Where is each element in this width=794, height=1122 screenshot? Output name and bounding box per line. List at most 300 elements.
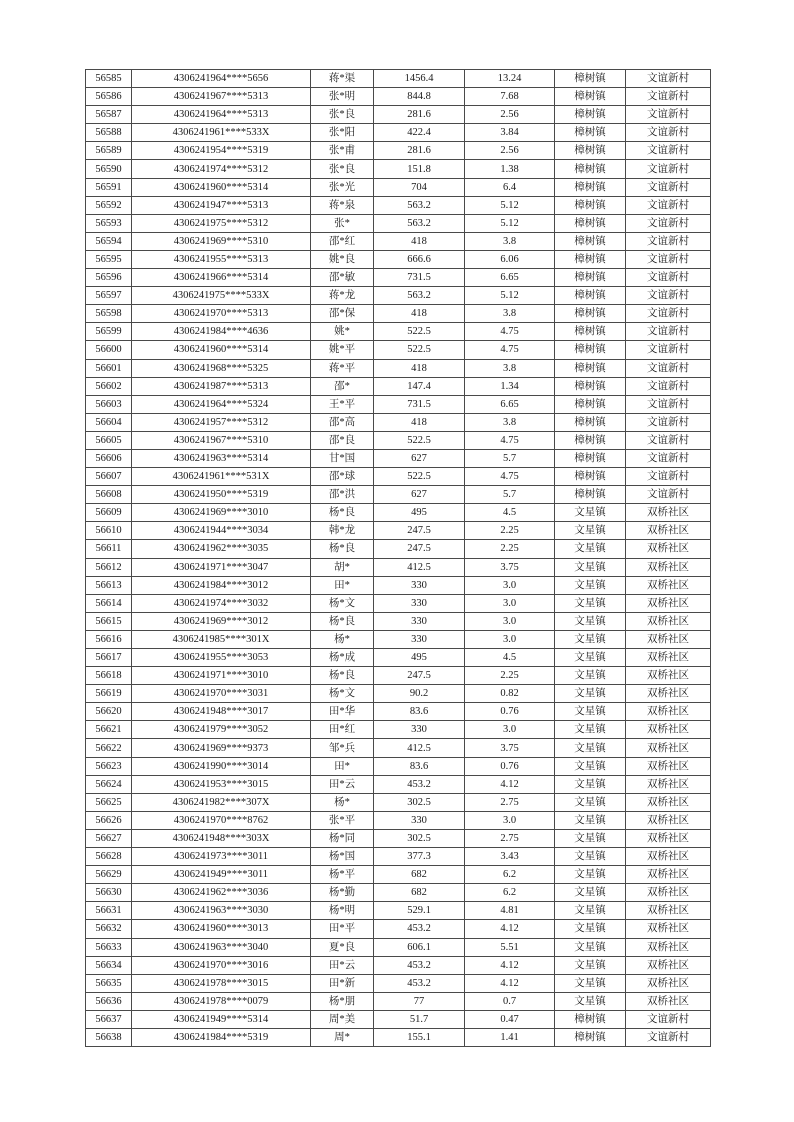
cell-rate: 1.34 <box>465 377 555 395</box>
cell-name: 张*光 <box>311 178 374 196</box>
cell-amount: 844.8 <box>374 88 465 106</box>
cell-amount: 412.5 <box>374 558 465 576</box>
cell-town: 文星镇 <box>555 829 626 847</box>
cell-amount: 330 <box>374 594 465 612</box>
cell-seq: 56596 <box>86 269 132 287</box>
cell-name: 杨*良 <box>311 504 374 522</box>
cell-village: 文谊新村 <box>626 232 711 250</box>
cell-id-number: 4306241960****5314 <box>132 178 311 196</box>
cell-town: 文星镇 <box>555 775 626 793</box>
cell-id-number: 4306241966****5314 <box>132 269 311 287</box>
cell-town: 文星镇 <box>555 974 626 992</box>
cell-village: 双桥社区 <box>626 540 711 558</box>
table-row <box>86 522 711 540</box>
cell-name: 张*良 <box>311 106 374 124</box>
cell-amount: 83.6 <box>374 703 465 721</box>
cell-seq: 56604 <box>86 413 132 431</box>
cell-rate: 4.5 <box>465 504 555 522</box>
cell-village: 文谊新村 <box>626 323 711 341</box>
cell-seq: 56607 <box>86 468 132 486</box>
cell-name: 杨*成 <box>311 649 374 667</box>
cell-amount: 330 <box>374 721 465 739</box>
table-row <box>86 269 711 287</box>
cell-name: 邵*保 <box>311 305 374 323</box>
cell-rate: 2.56 <box>465 106 555 124</box>
cell-rate: 0.82 <box>465 685 555 703</box>
cell-seq: 56631 <box>86 902 132 920</box>
cell-seq: 56609 <box>86 504 132 522</box>
cell-name: 田*云 <box>311 775 374 793</box>
cell-rate: 0.47 <box>465 1010 555 1028</box>
cell-rate: 0.76 <box>465 703 555 721</box>
cell-id-number: 4306241963****5314 <box>132 449 311 467</box>
beneficiary-table <box>85 69 711 1047</box>
cell-id-number: 4306241949****3011 <box>132 866 311 884</box>
table-row <box>86 649 711 667</box>
cell-name: 田*云 <box>311 956 374 974</box>
cell-id-number: 4306241953****3015 <box>132 775 311 793</box>
cell-name: 杨*平 <box>311 866 374 884</box>
cell-rate: 5.7 <box>465 449 555 467</box>
cell-amount: 330 <box>374 612 465 630</box>
cell-id-number: 4306241964****5656 <box>132 70 311 88</box>
cell-name: 张* <box>311 214 374 232</box>
cell-rate: 3.75 <box>465 739 555 757</box>
cell-town: 樟树镇 <box>555 413 626 431</box>
cell-seq: 56612 <box>86 558 132 576</box>
cell-village: 文谊新村 <box>626 214 711 232</box>
cell-village: 双桥社区 <box>626 829 711 847</box>
cell-name: 田*红 <box>311 721 374 739</box>
cell-town: 文星镇 <box>555 576 626 594</box>
cell-seq: 56608 <box>86 486 132 504</box>
cell-rate: 4.75 <box>465 431 555 449</box>
table-row <box>86 431 711 449</box>
cell-id-number: 4306241944****3034 <box>132 522 311 540</box>
table-row <box>86 160 711 178</box>
cell-amount: 731.5 <box>374 269 465 287</box>
cell-seq: 56610 <box>86 522 132 540</box>
cell-amount: 418 <box>374 305 465 323</box>
cell-amount: 281.6 <box>374 106 465 124</box>
cell-rate: 13.24 <box>465 70 555 88</box>
cell-rate: 4.12 <box>465 956 555 974</box>
cell-name: 姚* <box>311 323 374 341</box>
cell-seq: 56619 <box>86 685 132 703</box>
cell-amount: 453.2 <box>374 775 465 793</box>
cell-amount: 155.1 <box>374 1028 465 1046</box>
cell-village: 文谊新村 <box>626 377 711 395</box>
cell-rate: 4.12 <box>465 920 555 938</box>
cell-rate: 4.75 <box>465 341 555 359</box>
cell-rate: 6.65 <box>465 395 555 413</box>
cell-amount: 522.5 <box>374 468 465 486</box>
cell-id-number: 4306241969****3010 <box>132 504 311 522</box>
cell-village: 双桥社区 <box>626 793 711 811</box>
cell-village: 文谊新村 <box>626 1010 711 1028</box>
cell-id-number: 4306241961****531X <box>132 468 311 486</box>
cell-town: 樟树镇 <box>555 323 626 341</box>
cell-town: 文星镇 <box>555 558 626 576</box>
table-row <box>86 250 711 268</box>
cell-village: 文谊新村 <box>626 413 711 431</box>
table-row <box>86 359 711 377</box>
table-row <box>86 486 711 504</box>
table-row <box>86 739 711 757</box>
cell-name: 田*华 <box>311 703 374 721</box>
cell-rate: 1.38 <box>465 160 555 178</box>
cell-id-number: 4306241978****3015 <box>132 974 311 992</box>
table-row <box>86 70 711 88</box>
cell-village: 文谊新村 <box>626 468 711 486</box>
cell-rate: 6.4 <box>465 178 555 196</box>
cell-seq: 56591 <box>86 178 132 196</box>
cell-village: 双桥社区 <box>626 974 711 992</box>
table-row <box>86 540 711 558</box>
cell-rate: 4.75 <box>465 323 555 341</box>
cell-village: 双桥社区 <box>626 612 711 630</box>
cell-seq: 56614 <box>86 594 132 612</box>
cell-seq: 56633 <box>86 938 132 956</box>
cell-id-number: 4306241974****5312 <box>132 160 311 178</box>
cell-id-number: 4306241963****3040 <box>132 938 311 956</box>
cell-village: 文谊新村 <box>626 305 711 323</box>
cell-id-number: 4306241971****3010 <box>132 667 311 685</box>
cell-id-number: 4306241967****5310 <box>132 431 311 449</box>
cell-name: 杨* <box>311 630 374 648</box>
cell-village: 双桥社区 <box>626 504 711 522</box>
cell-village: 文谊新村 <box>626 142 711 160</box>
cell-seq: 56595 <box>86 250 132 268</box>
cell-amount: 247.5 <box>374 667 465 685</box>
cell-seq: 56599 <box>86 323 132 341</box>
cell-village: 文谊新村 <box>626 431 711 449</box>
cell-town: 文星镇 <box>555 540 626 558</box>
cell-seq: 56590 <box>86 160 132 178</box>
cell-id-number: 4306241984****3012 <box>132 576 311 594</box>
cell-village: 双桥社区 <box>626 630 711 648</box>
table-row <box>86 630 711 648</box>
cell-seq: 56586 <box>86 88 132 106</box>
cell-id-number: 4306241974****3032 <box>132 594 311 612</box>
cell-rate: 4.12 <box>465 974 555 992</box>
cell-rate: 3.8 <box>465 413 555 431</box>
table-row <box>86 920 711 938</box>
cell-village: 文谊新村 <box>626 106 711 124</box>
cell-seq: 56620 <box>86 703 132 721</box>
cell-amount: 563.2 <box>374 196 465 214</box>
cell-town: 樟树镇 <box>555 142 626 160</box>
cell-seq: 56585 <box>86 70 132 88</box>
cell-rate: 3.0 <box>465 721 555 739</box>
table-row <box>86 974 711 992</box>
cell-amount: 281.6 <box>374 142 465 160</box>
cell-amount: 682 <box>374 866 465 884</box>
cell-name: 田*平 <box>311 920 374 938</box>
cell-rate: 3.8 <box>465 305 555 323</box>
cell-id-number: 4306241948****303X <box>132 829 311 847</box>
table-row <box>86 594 711 612</box>
cell-amount: 627 <box>374 486 465 504</box>
cell-rate: 2.75 <box>465 829 555 847</box>
cell-id-number: 4306241960****3013 <box>132 920 311 938</box>
cell-village: 双桥社区 <box>626 649 711 667</box>
cell-seq: 56627 <box>86 829 132 847</box>
cell-village: 双桥社区 <box>626 703 711 721</box>
cell-rate: 7.68 <box>465 88 555 106</box>
cell-amount: 627 <box>374 449 465 467</box>
cell-amount: 522.5 <box>374 341 465 359</box>
table-row <box>86 395 711 413</box>
cell-name: 王*平 <box>311 395 374 413</box>
table-row <box>86 323 711 341</box>
cell-seq: 56624 <box>86 775 132 793</box>
cell-amount: 1456.4 <box>374 70 465 88</box>
cell-amount: 377.3 <box>374 848 465 866</box>
cell-village: 双桥社区 <box>626 992 711 1010</box>
cell-town: 文星镇 <box>555 811 626 829</box>
cell-id-number: 4306241962****3036 <box>132 884 311 902</box>
cell-village: 文谊新村 <box>626 124 711 142</box>
cell-town: 樟树镇 <box>555 178 626 196</box>
cell-seq: 56611 <box>86 540 132 558</box>
table-row <box>86 287 711 305</box>
cell-amount: 563.2 <box>374 287 465 305</box>
cell-name: 张*阳 <box>311 124 374 142</box>
cell-village: 双桥社区 <box>626 558 711 576</box>
cell-rate: 2.25 <box>465 540 555 558</box>
table-row <box>86 848 711 866</box>
cell-village: 文谊新村 <box>626 269 711 287</box>
cell-name: 邵* <box>311 377 374 395</box>
cell-town: 文星镇 <box>555 902 626 920</box>
cell-rate: 5.7 <box>465 486 555 504</box>
cell-name: 姚*平 <box>311 341 374 359</box>
table-row <box>86 1028 711 1046</box>
cell-town: 樟树镇 <box>555 377 626 395</box>
cell-seq: 56606 <box>86 449 132 467</box>
cell-town: 樟树镇 <box>555 232 626 250</box>
cell-rate: 6.06 <box>465 250 555 268</box>
cell-name: 杨*国 <box>311 848 374 866</box>
table-row <box>86 866 711 884</box>
cell-name: 杨*良 <box>311 612 374 630</box>
cell-amount: 330 <box>374 630 465 648</box>
cell-id-number: 4306241961****533X <box>132 124 311 142</box>
cell-name: 邵*洪 <box>311 486 374 504</box>
cell-seq: 56603 <box>86 395 132 413</box>
cell-rate: 2.25 <box>465 522 555 540</box>
cell-village: 文谊新村 <box>626 1028 711 1046</box>
cell-id-number: 4306241949****5314 <box>132 1010 311 1028</box>
cell-rate: 5.12 <box>465 196 555 214</box>
cell-town: 樟树镇 <box>555 287 626 305</box>
cell-name: 韩*龙 <box>311 522 374 540</box>
cell-seq: 56592 <box>86 196 132 214</box>
cell-seq: 56588 <box>86 124 132 142</box>
cell-village: 双桥社区 <box>626 594 711 612</box>
cell-village: 双桥社区 <box>626 576 711 594</box>
cell-id-number: 4306241978****0079 <box>132 992 311 1010</box>
cell-rate: 3.0 <box>465 630 555 648</box>
cell-seq: 56594 <box>86 232 132 250</box>
cell-town: 樟树镇 <box>555 449 626 467</box>
cell-id-number: 4306241967****5313 <box>132 88 311 106</box>
cell-town: 樟树镇 <box>555 359 626 377</box>
cell-village: 文谊新村 <box>626 196 711 214</box>
cell-name: 甘*国 <box>311 449 374 467</box>
cell-town: 文星镇 <box>555 685 626 703</box>
cell-town: 文星镇 <box>555 757 626 775</box>
table-row <box>86 612 711 630</box>
cell-village: 双桥社区 <box>626 920 711 938</box>
cell-id-number: 4306241947****5313 <box>132 196 311 214</box>
cell-town: 樟树镇 <box>555 1028 626 1046</box>
cell-name: 邵*敏 <box>311 269 374 287</box>
cell-name: 张*良 <box>311 160 374 178</box>
cell-seq: 56589 <box>86 142 132 160</box>
cell-rate: 5.12 <box>465 214 555 232</box>
cell-id-number: 4306241970****5313 <box>132 305 311 323</box>
cell-seq: 56629 <box>86 866 132 884</box>
cell-amount: 529.1 <box>374 902 465 920</box>
cell-town: 樟树镇 <box>555 70 626 88</box>
cell-town: 樟树镇 <box>555 250 626 268</box>
cell-town: 文星镇 <box>555 522 626 540</box>
cell-village: 文谊新村 <box>626 70 711 88</box>
cell-seq: 56625 <box>86 793 132 811</box>
table-row <box>86 178 711 196</box>
cell-town: 文星镇 <box>555 920 626 938</box>
cell-seq: 56632 <box>86 920 132 938</box>
cell-seq: 56602 <box>86 377 132 395</box>
cell-rate: 4.75 <box>465 468 555 486</box>
table-row <box>86 938 711 956</box>
cell-village: 文谊新村 <box>626 449 711 467</box>
cell-village: 双桥社区 <box>626 667 711 685</box>
cell-village: 文谊新村 <box>626 395 711 413</box>
cell-name: 杨*良 <box>311 540 374 558</box>
table-row <box>86 793 711 811</box>
table-row <box>86 88 711 106</box>
cell-town: 文星镇 <box>555 504 626 522</box>
cell-town: 樟树镇 <box>555 269 626 287</box>
cell-name: 田*新 <box>311 974 374 992</box>
cell-village: 双桥社区 <box>626 938 711 956</box>
cell-town: 樟树镇 <box>555 468 626 486</box>
table-row <box>86 558 711 576</box>
cell-amount: 83.6 <box>374 757 465 775</box>
cell-id-number: 4306241969****5310 <box>132 232 311 250</box>
cell-name: 周*美 <box>311 1010 374 1028</box>
cell-name: 胡* <box>311 558 374 576</box>
table-row <box>86 775 711 793</box>
cell-town: 文星镇 <box>555 667 626 685</box>
cell-town: 樟树镇 <box>555 106 626 124</box>
cell-village: 双桥社区 <box>626 757 711 775</box>
table-row <box>86 576 711 594</box>
cell-id-number: 4306241969****3012 <box>132 612 311 630</box>
cell-amount: 666.6 <box>374 250 465 268</box>
cell-town: 樟树镇 <box>555 395 626 413</box>
cell-amount: 563.2 <box>374 214 465 232</box>
cell-name: 张*明 <box>311 88 374 106</box>
table-row <box>86 305 711 323</box>
cell-town: 文星镇 <box>555 793 626 811</box>
table-row <box>86 1010 711 1028</box>
cell-seq: 56618 <box>86 667 132 685</box>
cell-id-number: 4306241954****5319 <box>132 142 311 160</box>
cell-amount: 495 <box>374 504 465 522</box>
cell-name: 邵*红 <box>311 232 374 250</box>
cell-name: 杨*文 <box>311 685 374 703</box>
cell-name: 杨*同 <box>311 829 374 847</box>
cell-town: 文星镇 <box>555 884 626 902</box>
cell-seq: 56636 <box>86 992 132 1010</box>
cell-name: 邹*兵 <box>311 739 374 757</box>
cell-name: 杨*明 <box>311 902 374 920</box>
cell-id-number: 4306241970****3031 <box>132 685 311 703</box>
table-row <box>86 413 711 431</box>
cell-amount: 453.2 <box>374 974 465 992</box>
cell-rate: 3.8 <box>465 359 555 377</box>
table-row <box>86 703 711 721</box>
cell-name: 蒋*泉 <box>311 196 374 214</box>
cell-seq: 56623 <box>86 757 132 775</box>
cell-seq: 56638 <box>86 1028 132 1046</box>
cell-name: 蒋*龙 <box>311 287 374 305</box>
cell-id-number: 4306241968****5325 <box>132 359 311 377</box>
cell-village: 双桥社区 <box>626 721 711 739</box>
table-row <box>86 721 711 739</box>
cell-rate: 4.81 <box>465 902 555 920</box>
cell-town: 文星镇 <box>555 649 626 667</box>
cell-amount: 682 <box>374 884 465 902</box>
cell-id-number: 4306241975****5312 <box>132 214 311 232</box>
table-row <box>86 196 711 214</box>
cell-town: 樟树镇 <box>555 160 626 178</box>
table-row <box>86 504 711 522</box>
cell-village: 双桥社区 <box>626 811 711 829</box>
cell-amount: 453.2 <box>374 920 465 938</box>
cell-name: 蒋*渠 <box>311 70 374 88</box>
cell-town: 樟树镇 <box>555 124 626 142</box>
cell-seq: 56622 <box>86 739 132 757</box>
cell-amount: 495 <box>374 649 465 667</box>
cell-town: 樟树镇 <box>555 196 626 214</box>
cell-village: 文谊新村 <box>626 250 711 268</box>
cell-id-number: 4306241969****9373 <box>132 739 311 757</box>
cell-name: 夏*良 <box>311 938 374 956</box>
cell-rate: 6.2 <box>465 884 555 902</box>
cell-name: 周* <box>311 1028 374 1046</box>
cell-id-number: 4306241984****5319 <box>132 1028 311 1046</box>
cell-amount: 418 <box>374 359 465 377</box>
cell-amount: 151.8 <box>374 160 465 178</box>
cell-name: 姚*良 <box>311 250 374 268</box>
cell-amount: 77 <box>374 992 465 1010</box>
table-row <box>86 232 711 250</box>
cell-seq: 56597 <box>86 287 132 305</box>
cell-id-number: 4306241982****307X <box>132 793 311 811</box>
cell-amount: 412.5 <box>374 739 465 757</box>
cell-village: 双桥社区 <box>626 522 711 540</box>
cell-town: 文星镇 <box>555 938 626 956</box>
cell-village: 文谊新村 <box>626 287 711 305</box>
cell-amount: 453.2 <box>374 956 465 974</box>
cell-town: 文星镇 <box>555 956 626 974</box>
cell-name: 田* <box>311 757 374 775</box>
